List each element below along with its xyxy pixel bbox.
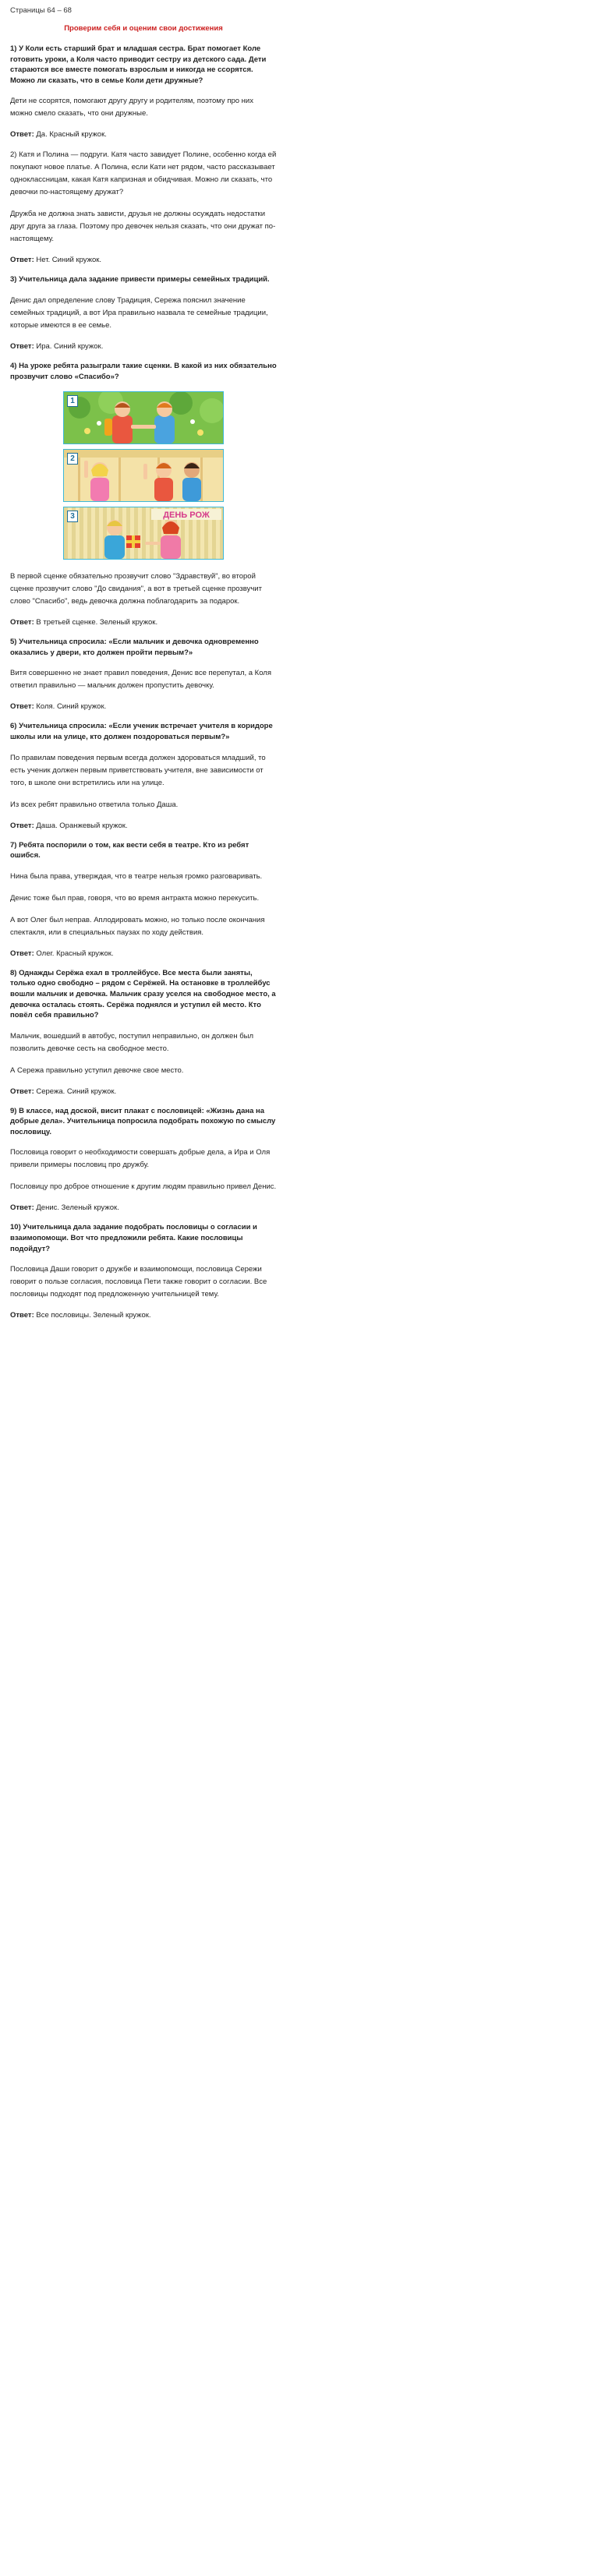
answer-text: Даша. Оранжевый кружок. [36, 821, 128, 830]
explanation-5: Витя совершенно не знает правил поведения, Денис все перепутал, а Коля ответил правильно — мальчик должен пропустить девочку. [10, 669, 271, 691]
answer-1 [10, 129, 277, 140]
question-5: 5) Учительница спросила: «Если мальчик и девочка одновременно оказались у двери, кто должен пройти первым?» [10, 638, 259, 657]
answer-label: Ответ: [10, 130, 34, 140]
answer-label: Ответ: [10, 1087, 34, 1096]
answer-label: Ответ: [10, 821, 34, 830]
answer-label: Ответ: [10, 341, 34, 351]
scene-1-image [63, 391, 224, 444]
question-3: 3) Учительница дала задание привести примеры семейных традиций. [10, 275, 270, 284]
question-1: 1) У Коли есть старший брат и младшая сестра. Брат помогает Коле готовить уроки, а Коля часто приводит сестру из детского сада. Дети стараются все вместе помогать взрослым и никогда не ссорятся. Можно ли сказать, что в семье Коли дети дружные? [10, 44, 267, 85]
birthday-banner-text: ДЕНЬ РОЖ [163, 511, 210, 521]
article [0, 0, 287, 1320]
question-2: 2) Катя и Полина — подруги. Катя часто завидует Полине, особенно когда ей покупают новое платье. А Полина, если Кати нет рядом, часто рассказывает одноклассницам, какая Катя капризная и обидчивая. Можно ли сказать, что девочки по-настоящему дружат? [10, 150, 277, 197]
answer-text: Да. Красный кружок. [36, 130, 107, 140]
answer-text: В третьей сценке. Зеленый кружок. [36, 618, 158, 627]
explanation-8b: А Сережа правильно уступил девочке свое место. [10, 1065, 184, 1075]
question-4: 4) На уроке ребята разыграли такие сценки. В какой из них обязательно прозвучит слово «Спасибо»? [10, 361, 277, 381]
scene-number: 3 [67, 511, 78, 522]
answer-text: Нет. Синий кружок. [36, 256, 102, 265]
answer-text: Сережа. Синий кружок. [36, 1087, 117, 1096]
answer-text: Ира. Синий кружок. [36, 341, 104, 351]
answer-label: Ответ: [10, 256, 34, 265]
explanation-7b: Денис тоже был прав, говоря, что во время антракта можно перекусить. [10, 893, 260, 903]
explanation-7: Нина была права, утверждая, что в театре нельзя громко разговаривать. [10, 871, 263, 881]
answer-3 [10, 341, 277, 352]
answer-9 [10, 1203, 277, 1213]
answer-text: Денис. Зеленый кружок. [36, 1203, 119, 1213]
explanation-6: По правилам поведения первым всегда должен здороваться младший, то есть ученик должен первым приветствовать учителя, вне зависимости от того, в школе они встретились или на улице. [10, 753, 266, 787]
explanation-8: Мальчик, вошедший в автобус, поступил неправильно, он должен был позволить девочке сесть на свободное место. [10, 1031, 254, 1053]
explanation-7c: А вот Олег был неправ. Аплодировать можно, но только после окончания спектакля, или в специальных паузах по ходу действия. [10, 915, 265, 937]
explanation-4: В первой сценке обязательно прозвучит слово "Здравствуй", во второй сценке прозвучит слово "До свидания", а вот в третьей сценке прозвучит слово "Спасибо", ведь девочка должна поблагодарить за подарок. [10, 572, 262, 606]
scene-2-image [63, 449, 224, 502]
answer-label: Ответ: [10, 1203, 34, 1213]
scene-3-image [63, 507, 224, 560]
explanation-3: Денис дал определение слову Традиция, Сережа пояснил значение семейных традиций, а вот Ира правильно назвала те семейные традиции, которые имеются в ее семье. [10, 295, 268, 330]
explanation-6b: Из всех ребят правильно ответила только Даша. [10, 800, 179, 809]
question-9: 9) В классе, над доской, висит плакат с пословицей: «Жизнь дана на добрые дела». Учительница попросила подобрать похожую по смыслу пословицу. [10, 1106, 276, 1136]
answer-label: Ответ: [10, 1311, 34, 1320]
answer-8 [10, 1087, 277, 1097]
answer-label: Ответ: [10, 702, 34, 712]
answer-4 [10, 617, 277, 627]
answer-label: Ответ: [10, 618, 34, 627]
question-10: 10) Учительница дала задание подобрать пословицы о согласии и взаимопомощи. Вот что предложили ребята. Какие пословицы подойдут? [10, 1223, 257, 1253]
scenes-illustration [63, 391, 224, 560]
answer-text: Все пословицы. Зеленый кружок. [36, 1311, 151, 1320]
question-7: 7) Ребята поспорили о том, как вести себя в театре. Кто из ребят ошибся. [10, 840, 249, 860]
answer-text: Коля. Синий кружок. [36, 702, 107, 712]
answer-text: Олег. Красный кружок. [36, 949, 114, 958]
question-8: 8) Однажды Серёжа ехал в троллейбусе. Все места были заняты, только одно свободно – рядом с Серёжей. На остановке в троллейбус вошли мальчик и девочка. Мальчик сразу уселся на свободное место, а девочка осталась стоять. Серёжа поднялся и уступил ей место. Кто повёл себя правильно? [10, 968, 276, 1020]
pages-range: Страницы 64 – 68 [10, 6, 72, 15]
explanation-1: Дети не ссорятся, помогают другу другу и родителям, поэтому про них можно смело сказать, что они дружные. [10, 97, 253, 118]
page-title: Проверим себя и оценим свои достижения [64, 24, 223, 33]
explanation-9b: Пословицу про доброе отношение к другим людям правильно привел Денис. [10, 1182, 277, 1192]
scene-number: 1 [67, 395, 78, 407]
answer-2 [10, 255, 277, 265]
question-6: 6) Учительница спросила: «Если ученик встречает учителя в коридоре школы или на улице, кто должен поздороваться первым?» [10, 722, 273, 741]
answer-label: Ответ: [10, 949, 34, 958]
explanation-2: Дружба не должна знать зависти, друзья не должны осуждать недостатки друг друга за глаза. Поэтому про девочек нельзя сказать, что они дружат по-настоящему. [10, 210, 276, 244]
scene-number: 2 [67, 453, 78, 465]
explanation-9: Пословица говорит о необходимости совершать добрые дела, а Ира и Оля привели примеры пословиц про дружбу. [10, 1148, 271, 1170]
explanation-10: Пословица Даши говорит о дружбе и взаимопомощи, пословица Сережи говорит о пользе согласия, пословица Пети также говорит о согласии. Все пословицы подходят под предложенную учительницей тему. [10, 1265, 267, 1299]
answer-7 [10, 949, 277, 959]
answer-5 [10, 701, 277, 712]
answer-6 [10, 821, 277, 831]
answer-10 [10, 1310, 277, 1320]
